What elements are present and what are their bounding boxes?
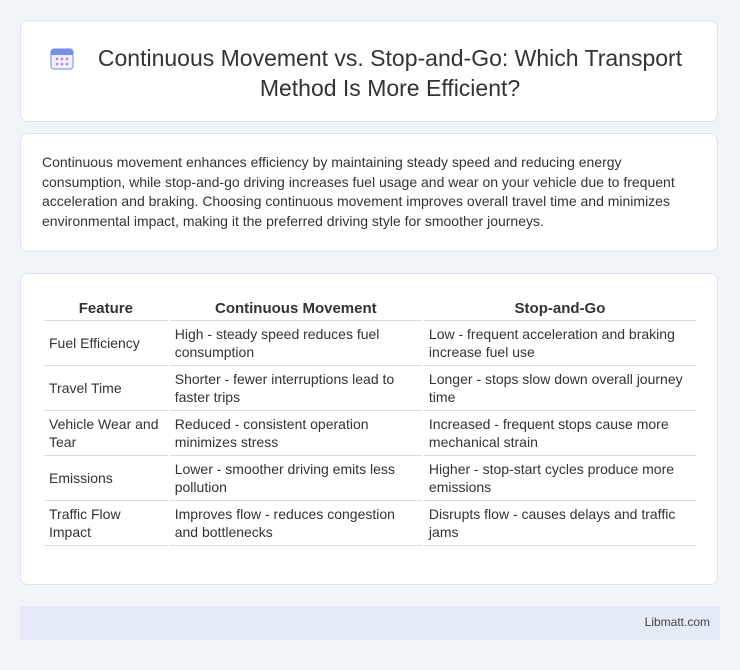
feature-cell: Vehicle Wear and Tear — [44, 411, 168, 456]
column-header-stop-and-go: Stop-and-Go — [424, 294, 696, 321]
intro-card — [20, 133, 718, 252]
table-row — [44, 411, 696, 456]
stop-and-go-cell: Low - frequent acceleration and braking increase fuel use — [424, 321, 696, 366]
page-title: Continuous Movement vs. Stop-and-Go: Which Transport Method Is More Efficient? — [97, 45, 683, 101]
stop-and-go-cell: Disrupts flow - causes delays and traffic jams — [424, 501, 696, 546]
column-header-continuous: Continuous Movement — [170, 294, 422, 321]
title-card — [20, 20, 718, 122]
stop-and-go-cell: Increased - frequent stops cause more mechanical strain — [424, 411, 696, 456]
continuous-cell: Shorter - fewer interruptions lead to faster trips — [170, 366, 422, 411]
table-row — [44, 456, 696, 501]
stop-and-go-cell: Longer - stops slow down overall journey time — [424, 366, 696, 411]
feature-cell: Travel Time — [44, 366, 168, 411]
comparison-table-card — [20, 273, 718, 585]
table-header-row — [44, 294, 696, 321]
column-header-feature: Feature — [44, 294, 168, 321]
feature-cell: Emissions — [44, 456, 168, 501]
feature-cell: Fuel Efficiency — [44, 321, 168, 366]
table-row — [44, 366, 696, 411]
intro-paragraph: Continuous movement enhances efficiency by maintaining steady speed and reducing energy consumption, while stop-and-go driving increases fuel usage and wear on your vehicle due to frequent acceleration and braking. Choosing continuous movement improves overall travel time and minimizes environmental impact, making it the preferred driving style for smoother journeys. — [42, 154, 675, 229]
calendar-icon — [49, 45, 75, 71]
comparison-table — [42, 294, 698, 546]
continuous-cell: Lower - smoother driving emits less pollution — [170, 456, 422, 501]
footer-site-link[interactable]: Libmatt.com — [644, 615, 710, 629]
table-row — [44, 321, 696, 366]
footer-bar — [20, 606, 720, 640]
continuous-cell: Improves flow - reduces congestion and bottlenecks — [170, 501, 422, 546]
stop-and-go-cell: Higher - stop-start cycles produce more emissions — [424, 456, 696, 501]
continuous-cell: High - steady speed reduces fuel consumption — [170, 321, 422, 366]
continuous-cell: Reduced - consistent operation minimizes stress — [170, 411, 422, 456]
table-row — [44, 501, 696, 546]
feature-cell: Traffic Flow Impact — [44, 501, 168, 546]
